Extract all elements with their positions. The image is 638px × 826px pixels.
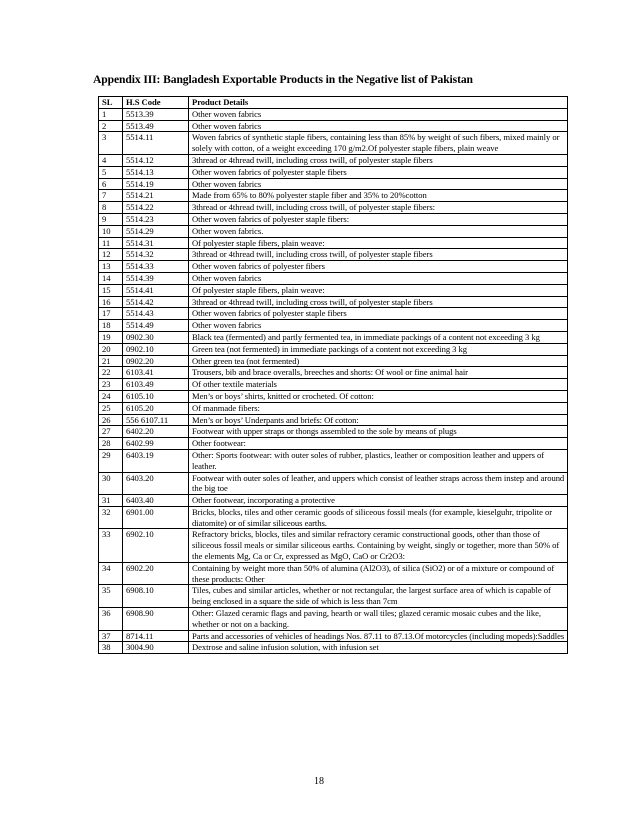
sl-cell: 14 (99, 272, 123, 284)
sl-cell: 5 (99, 166, 123, 178)
hs-code-cell: 6403.40 (123, 495, 189, 507)
page-number: 18 (314, 776, 324, 787)
hs-code-cell: 6105.20 (123, 402, 189, 414)
hs-code-cell: 6103.49 (123, 379, 189, 391)
product-details-cell: 3thread or 4thread twill, including cross twill, of polyester staple fibers (189, 154, 568, 166)
hs-code-cell: 5513.49 (123, 120, 189, 132)
hs-code-cell: 3004.90 (123, 642, 189, 654)
sl-cell: 25 (99, 402, 123, 414)
hs-code-cell: 6902.20 (123, 562, 189, 585)
appendix-title: Appendix III: Bangladesh Exportable Products in the Negative list of Pakistan (93, 73, 473, 86)
product-details-cell: Containing by weight more than 50% of alumina (Al2O3), of silica (SiO2) or of a mixture or compound of these products: Other (189, 562, 568, 585)
hs-code-cell: 8714.11 (123, 630, 189, 642)
product-details-cell: Other woven fabrics of polyester staple fibers (189, 166, 568, 178)
sl-cell: 22 (99, 367, 123, 379)
hs-code-cell: 0902.20 (123, 355, 189, 367)
sl-cell: 24 (99, 390, 123, 402)
sl-cell: 1 (99, 108, 123, 120)
product-details-cell: Black tea (fermented) and partly fermented tea, in immediate packings of a content not exceeding 3 kg (189, 331, 568, 343)
hs-code-cell: 6908.90 (123, 608, 189, 631)
product-details-cell: Men’s or boys’ shirts, knitted or crocheted. Of cotton: (189, 390, 568, 402)
sl-cell: 15 (99, 284, 123, 296)
hs-code-cell: 5514.43 (123, 308, 189, 320)
product-details-cell: Of polyester staple fibers, plain weave: (189, 284, 568, 296)
product-details-cell: Dextrose and saline infusion solution, with infusion set (189, 642, 568, 654)
product-details-cell: Other footwear, incorporating a protective (189, 495, 568, 507)
product-details-cell: Parts and accessories of vehicles of headings Nos. 87.11 to 87.13.Of motorcycles (including mopeds):Saddles (189, 630, 568, 642)
product-details-cell: Of manmade fibers: (189, 402, 568, 414)
product-details-cell: Other: Glazed ceramic flags and paving, hearth or wall tiles; glazed ceramic mosaic cubes and the like, whether or not on a backing. (189, 608, 568, 631)
sl-cell: 2 (99, 120, 123, 132)
table-row (99, 108, 568, 120)
product-details-cell: Men’s or boys’ Underpants and briefs: Of cotton: (189, 414, 568, 426)
product-details-cell: Other: Sports footwear: with outer soles of rubber, plastics, leather or composition leather and uppers of leather. (189, 449, 568, 472)
hs-code-cell: 6103.41 (123, 367, 189, 379)
hs-code-cell: 0902.10 (123, 343, 189, 355)
product-details-cell: Other woven fabrics of polyester fibers (189, 261, 568, 273)
negative-list-table (98, 96, 568, 654)
product-details-cell: Green tea (not fermented) in immediate packings of a content not exceeding 3 kg (189, 343, 568, 355)
sl-cell: 34 (99, 562, 123, 585)
table-row (99, 608, 568, 631)
sl-cell: 17 (99, 308, 123, 320)
sl-cell: 27 (99, 426, 123, 438)
sl-cell: 30 (99, 472, 123, 495)
table-row (99, 379, 568, 391)
sl-cell: 12 (99, 249, 123, 261)
product-details-cell: Footwear with outer soles of leather, and uppers which consist of leather straps across them instep and around the big toe (189, 472, 568, 495)
hs-code-cell: 6402.20 (123, 426, 189, 438)
sl-cell: 18 (99, 320, 123, 332)
hs-code-cell: 0902.30 (123, 331, 189, 343)
sl-cell: 13 (99, 261, 123, 273)
table-row (99, 642, 568, 654)
sl-cell: 20 (99, 343, 123, 355)
table-row (99, 343, 568, 355)
table-row (99, 585, 568, 608)
sl-cell: 32 (99, 506, 123, 529)
table-header-row (99, 97, 568, 109)
product-details-cell: Other woven fabrics (189, 120, 568, 132)
product-details-cell: Footwear with upper straps or thongs assembled to the sole by means of plugs (189, 426, 568, 438)
sl-cell: 28 (99, 438, 123, 450)
table-row (99, 355, 568, 367)
sl-cell: 33 (99, 529, 123, 562)
product-details-cell: Other woven fabrics (189, 320, 568, 332)
hs-code-cell: 6402.99 (123, 438, 189, 450)
table-row (99, 284, 568, 296)
table-row (99, 402, 568, 414)
product-details-cell: Refractory bricks, blocks, tiles and similar refractory ceramic constructional goods, other than those of siliceous fossil meals or similar siliceous earths. Containing by weight, singly or together, more than 50% of the elements Mg, Ca or Cr, expressed as MgO, CaO or Cr2O3: (189, 529, 568, 562)
sl-cell: 26 (99, 414, 123, 426)
sl-cell: 23 (99, 379, 123, 391)
sl-cell: 31 (99, 495, 123, 507)
product-details-cell: Bricks, blocks, tiles and other ceramic goods of siliceous fossil meals (for example, kieselguhr, tripolite or diatomite) or of similar siliceous earths. (189, 506, 568, 529)
table-row (99, 472, 568, 495)
sl-cell: 37 (99, 630, 123, 642)
hs-code-cell: 5514.13 (123, 166, 189, 178)
table-row (99, 154, 568, 166)
hs-code-cell: 5514.39 (123, 272, 189, 284)
product-details-cell: Other footwear: (189, 438, 568, 450)
hs-code-cell: 6403.20 (123, 472, 189, 495)
hs-code-cell: 5514.33 (123, 261, 189, 273)
header-hs-code: H.S Code (123, 97, 189, 109)
table-row (99, 296, 568, 308)
product-details-cell: Of polyester staple fibers, plain weave: (189, 237, 568, 249)
sl-cell: 4 (99, 154, 123, 166)
product-details-cell: Other woven fabrics. (189, 225, 568, 237)
table-row (99, 506, 568, 529)
hs-code-cell: 6908.10 (123, 585, 189, 608)
hs-code-cell: 5514.49 (123, 320, 189, 332)
table-row (99, 331, 568, 343)
sl-cell: 11 (99, 237, 123, 249)
table-row (99, 414, 568, 426)
table-row (99, 178, 568, 190)
product-details-cell: Other green tea (not fermented) (189, 355, 568, 367)
hs-code-cell: 6105.10 (123, 390, 189, 402)
header-product-details: Product Details (189, 97, 568, 109)
sl-cell: 19 (99, 331, 123, 343)
product-details-cell: 3thread or 4thread twill, including cross twill, of polyester staple fibers: (189, 202, 568, 214)
product-details-cell: Trousers, bib and brace overalls, breeches and shorts: Of wool or fine animal hair (189, 367, 568, 379)
sl-cell: 6 (99, 178, 123, 190)
sl-cell: 35 (99, 585, 123, 608)
table-row (99, 449, 568, 472)
product-details-cell: Of other textile materials (189, 379, 568, 391)
hs-code-cell: 6403.19 (123, 449, 189, 472)
hs-code-cell: 6901.00 (123, 506, 189, 529)
hs-code-cell: 556 6107.11 (123, 414, 189, 426)
table-row (99, 272, 568, 284)
product-details-cell: Other woven fabrics of polyester staple fibers (189, 308, 568, 320)
table-row (99, 132, 568, 155)
hs-code-cell: 5514.32 (123, 249, 189, 261)
table-row (99, 213, 568, 225)
table-row (99, 190, 568, 202)
product-details-cell: Tiles, cubes and similar articles, whether or not rectangular, the largest surface area of which is capable of being enclosed in a square the side of which is less than 7cm (189, 585, 568, 608)
table-row (99, 249, 568, 261)
hs-code-cell: 6902.10 (123, 529, 189, 562)
hs-code-cell: 5514.11 (123, 132, 189, 155)
hs-code-cell: 5514.29 (123, 225, 189, 237)
product-details-cell: Other woven fabrics (189, 272, 568, 284)
table-row (99, 320, 568, 332)
sl-cell: 16 (99, 296, 123, 308)
hs-code-cell: 5514.42 (123, 296, 189, 308)
sl-cell: 36 (99, 608, 123, 631)
table-row (99, 367, 568, 379)
table-row (99, 438, 568, 450)
product-details-cell: Other woven fabrics of polyester staple fibers: (189, 213, 568, 225)
table-row (99, 630, 568, 642)
hs-code-cell: 5514.23 (123, 213, 189, 225)
sl-cell: 10 (99, 225, 123, 237)
sl-cell: 38 (99, 642, 123, 654)
product-details-cell: Other woven fabrics (189, 178, 568, 190)
hs-code-cell: 5514.31 (123, 237, 189, 249)
sl-cell: 9 (99, 213, 123, 225)
sl-cell: 3 (99, 132, 123, 155)
product-details-cell: Made from 65% to 80% polyester staple fiber and 35% to 20%cotton (189, 190, 568, 202)
table-row (99, 562, 568, 585)
table-row (99, 202, 568, 214)
table-row (99, 120, 568, 132)
hs-code-cell: 5514.12 (123, 154, 189, 166)
product-details-cell: Other woven fabrics (189, 108, 568, 120)
table-row (99, 166, 568, 178)
sl-cell: 7 (99, 190, 123, 202)
table-row (99, 390, 568, 402)
hs-code-cell: 5514.21 (123, 190, 189, 202)
sl-cell: 21 (99, 355, 123, 367)
sl-cell: 29 (99, 449, 123, 472)
product-details-cell: 3thread or 4thread twill, including cross twill, of polyester staple fibers (189, 249, 568, 261)
sl-cell: 8 (99, 202, 123, 214)
product-details-cell: 3thread or 4thread twill, including cross twill, of polyester staple fibers (189, 296, 568, 308)
table-row (99, 225, 568, 237)
table-row (99, 426, 568, 438)
hs-code-cell: 5513.39 (123, 108, 189, 120)
table-row (99, 237, 568, 249)
header-sl: SL (99, 97, 123, 109)
hs-code-cell: 5514.22 (123, 202, 189, 214)
table-row (99, 529, 568, 562)
product-details-cell: Woven fabrics of synthetic staple fibers, containing less than 85% by weight of such fibers, mixed mainly or solely with cotton, of a weight exceeding 170 g/m2.Of polyester staple fibers, plain weave (189, 132, 568, 155)
hs-code-cell: 5514.41 (123, 284, 189, 296)
table-row (99, 308, 568, 320)
table-row (99, 261, 568, 273)
table-row (99, 495, 568, 507)
hs-code-cell: 5514.19 (123, 178, 189, 190)
